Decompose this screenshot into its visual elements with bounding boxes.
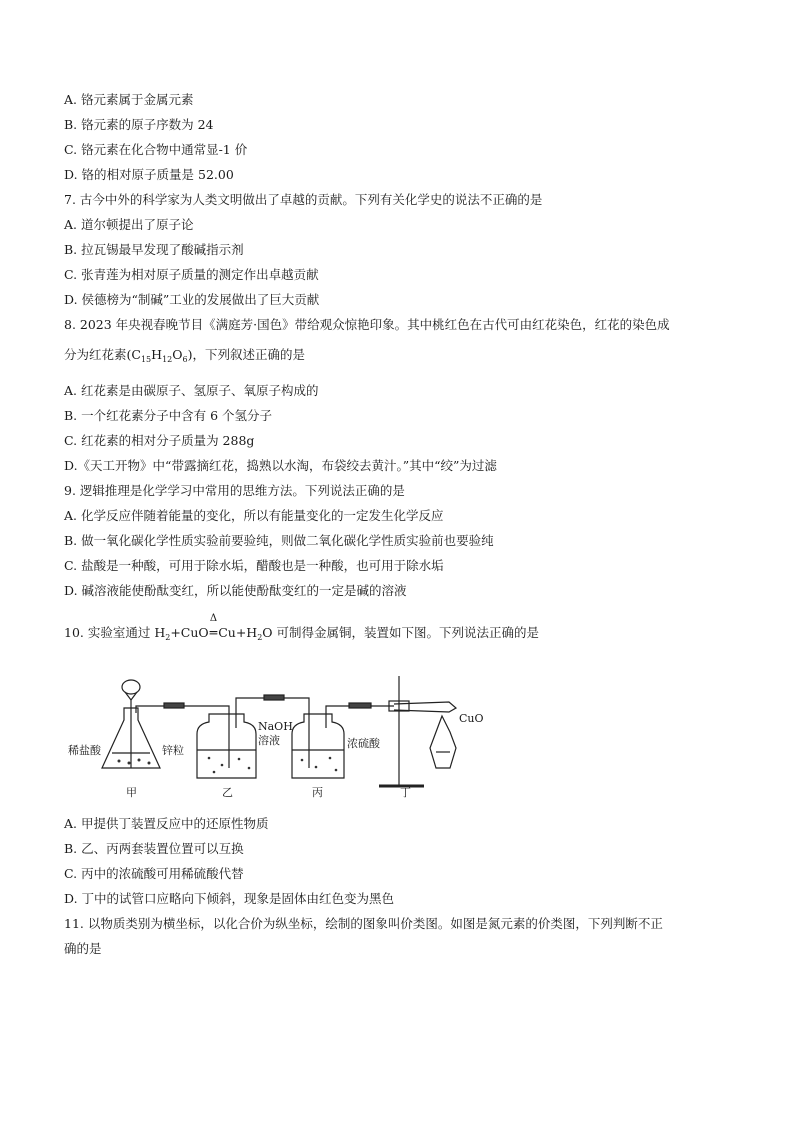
label-ding: 丁 [400, 786, 411, 799]
heating-condition [209, 613, 219, 642]
equals-sign: ═ [209, 625, 218, 640]
plus-cuo: +CuO [170, 625, 209, 640]
test-tube [394, 702, 456, 712]
funnel-bulb [122, 680, 140, 694]
question-7-stem: 7. 古今中外的科学家为人类文明做出了卓越的贡献。下列有关化学史的说法不正确的是 [64, 192, 543, 207]
water-o: O [262, 625, 273, 640]
option-text: B. 乙、丙两套装置位置可以互换 [64, 841, 244, 856]
apparatus-figure [64, 668, 494, 803]
option-text: A. 甲提供丁装置反应中的还原性物质 [64, 816, 269, 831]
option-text: D. 侯德榜为“制碱”工业的发展做出了巨大贡献 [64, 292, 320, 307]
pipe-bing-ding [326, 706, 394, 728]
option-text: A. 道尔顿提出了原子论 [64, 217, 194, 232]
apparatus-diagram [64, 668, 494, 803]
bottle-bing [292, 714, 344, 778]
delta-symbol: Δ [209, 613, 218, 624]
h2-h: H [154, 625, 166, 640]
label-naoh-solution: 溶液 [258, 734, 280, 747]
question-11-stem-line2: 确的是 [64, 941, 102, 956]
h2-sub: 2 [165, 633, 171, 642]
formula-o: O [172, 347, 183, 362]
h2o-sub: 2 [257, 633, 263, 642]
q8-suffix: )，下列叙述正确的是 [187, 347, 305, 362]
label-jia: 甲 [126, 786, 137, 799]
rubber-tube [264, 695, 284, 700]
bottle-yi [197, 714, 256, 778]
option-text: D. 铬的相对原子质量是 52.00 [64, 167, 234, 182]
products: Cu+H [218, 625, 258, 640]
q8-prefix: 分为红花素( [64, 347, 132, 362]
option-text: A. 红花素是由碳原子、氢原子、氧原子构成的 [64, 383, 319, 398]
option-text: A. 化学反应伴随着能量的变化，所以有能量变化的一定发生化学反应 [64, 508, 444, 523]
question-8-stem-line2 [64, 346, 754, 369]
label-bing: 丙 [312, 786, 323, 799]
pipe-jia-yi [136, 706, 229, 728]
alcohol-lamp [430, 716, 456, 768]
label-h2so4: 浓硫酸 [347, 737, 380, 750]
question-9-stem: 9. 逻辑推理是化学学习中常用的思维方法。下列说法正确的是 [64, 483, 405, 498]
option-text: D.《天工开物》中“带露摘红花，捣熟以水淘，布袋绞去黄汁。”其中“绞”为过滤 [64, 458, 497, 473]
option-text: C. 丙中的浓硫酸可用稀硫酸代替 [64, 866, 244, 881]
label-cuo: CuO [459, 712, 484, 725]
option-text: C. 铬元素在化合物中通常显-1 价 [64, 142, 248, 157]
formula-c: C [131, 347, 141, 362]
rubber-tube [349, 703, 371, 708]
option-text: B. 一个红花素分子中含有 6 个氢分子 [64, 408, 273, 423]
option-text: C. 张青莲为相对原子质量的测定作出卓越贡献 [64, 267, 319, 282]
label-naoh: NaOH [258, 720, 293, 733]
q10-number: 10. 实验室通过 [64, 625, 155, 640]
formula-h-sub: 12 [162, 355, 173, 364]
question-11-stem: 11. 以物质类别为横坐标，以化合价为纵坐标，绘制的图象叫价类图。如图是氮元素的价类图，下列判断不正 [64, 916, 663, 931]
option-text: B. 拉瓦锡最早发现了酸碱指示剂 [64, 242, 244, 257]
formula-h: H [151, 347, 163, 362]
question-8-stem: 8. 2023 年央视春晚节目《满庭芳·国色》带给观众惊艳印象。其中桃红色在古代可由红花染色，红花的染色成 [64, 317, 670, 332]
q10-suffix: 可制得金属铜，装置如下图。下列说法正确的是 [272, 625, 540, 640]
question-10-stem [64, 613, 754, 647]
option-text: A. 铬元素属于金属元素 [64, 92, 194, 107]
option-text: C. 红花素的相对分子质量为 288g [64, 433, 255, 448]
option-text: D. 丁中的试管口应略向下倾斜，现象是固体由红色变为黑色 [64, 891, 395, 906]
option-text: C. 盐酸是一种酸，可用于除水垢，醋酸也是一种酸，也可用于除水垢 [64, 558, 444, 573]
label-zn: 锌粒 [162, 744, 184, 757]
option-text: D. 碱溶液能使酚酞变红，所以能使酚酞变红的一定是碱的溶液 [64, 583, 407, 598]
rubber-tube [164, 703, 184, 708]
label-yi: 乙 [222, 786, 233, 799]
option-text: B. 铬元素的原子序数为 24 [64, 117, 214, 132]
formula-o-sub: 6 [182, 355, 188, 364]
option-text: B. 做一氧化碳化学性质实验前要验纯，则做二氧化碳化学性质实验前也要验纯 [64, 533, 494, 548]
formula-c-sub: 15 [140, 355, 152, 364]
label-hcl: 稀盐酸 [68, 744, 101, 757]
